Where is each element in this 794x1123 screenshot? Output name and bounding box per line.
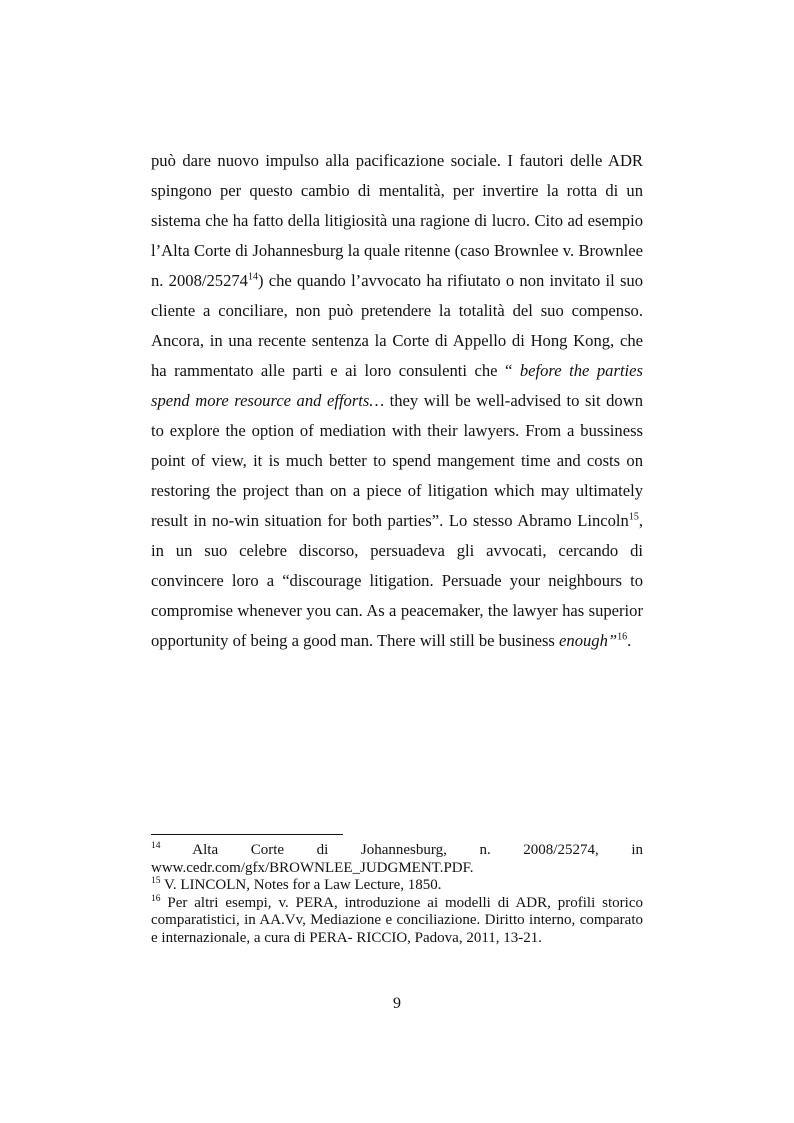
- footnote-14: [151, 842, 643, 860]
- footnote-reference-15[interactable]: 15: [628, 511, 639, 523]
- footnote-14-continued: [151, 860, 643, 878]
- footnote-number: 15: [151, 876, 161, 886]
- paragraph: [151, 146, 643, 656]
- footnote-reference-16[interactable]: 16: [617, 631, 628, 643]
- text-segment: .: [627, 631, 632, 650]
- footnote-text: Per altri esempi, v. PERA, introduzione ai modelli di ADR, profili storico comparatistici, in AA.Vv, Mediazione e conciliazione. Diritto interno, comparato e internazionale, a cura di PERA- RICCIO, Padova, 2011, 13-21.: [151, 894, 643, 946]
- footnote-16: [151, 895, 643, 948]
- footnotes: [151, 842, 643, 947]
- footnote-link: www.cedr.com/gfx/BROWNLEE_JUDGMENT.PDF.: [151, 859, 474, 876]
- footnote-number: 14: [151, 841, 161, 851]
- text-segment: they will be well-advised to sit down to explore the option of mediation with their lawyers. From a bussiness point of view, it is much better to spend mangement time and costs on restoring the project than on a piece of litigation which may ultimately result in no-win situation for both parties”. Lo stesso Abramo Lincoln: [151, 391, 644, 530]
- text-segment: può dare nuovo impulso alla pacificazione sociale. I fautori delle ADR spingono per questo cambio di mentalità, per invertire la rotta di un sistema che ha fatto della litigiosità una ragione di lucro. Cito ad esempio l’Alta Corte di Johannesburg la quale ritenne (caso Brownlee v. Brownlee n. 2008/25274: [151, 151, 643, 290]
- italic-quote: before the parties spend more resource and efforts…: [151, 361, 643, 410]
- footnote-reference-14[interactable]: 14: [247, 271, 258, 283]
- footnote-separator: [151, 834, 343, 835]
- footnote-text: Alta Corte di Johannesburg, n. 2008/25274, in: [160, 842, 643, 858]
- italic-quote-end: enough”: [559, 631, 618, 650]
- text-segment: , in un suo celebre discorso, persuadeva gli avvocati, cercando di convincere loro a “discourage litigation. Persuade your neighbours to compromise whenever you can. As a peacemaker, the lawyer has superior opportunity of being a good man. There will still be business: [151, 511, 643, 650]
- body-text: [151, 146, 643, 656]
- footnote-number: 16: [151, 893, 161, 904]
- page-number: 9: [393, 995, 401, 1012]
- footnote-text: V. LINCOLN, Notes for a Law Lecture, 1850.: [160, 877, 442, 893]
- text-segment: ) che quando l’avvocato ha rifiutato o non invitato il suo cliente a conciliare, non può pretendere la totalità del suo compenso. Ancora, in una recente sentenza la Corte di Appello di Hong Kong, che ha rammentato alle parti e ai loro consulenti che “: [151, 271, 643, 380]
- footnote-15: [151, 877, 643, 895]
